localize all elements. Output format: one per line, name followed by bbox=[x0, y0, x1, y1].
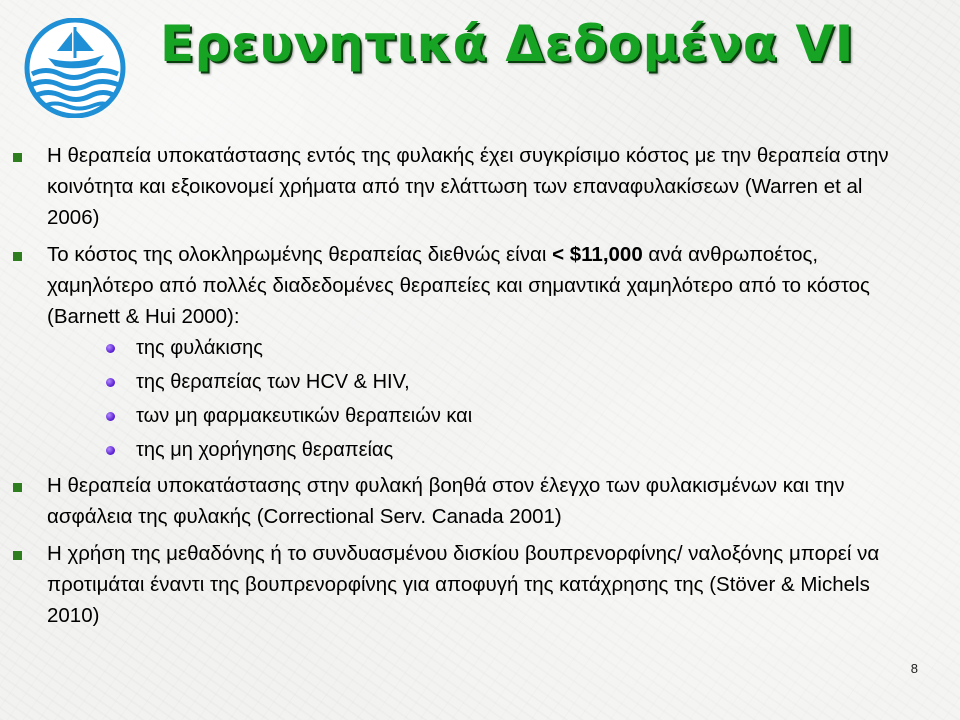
square-bullet-icon bbox=[13, 153, 22, 162]
square-bullet-icon bbox=[13, 551, 22, 560]
sub-bullet-item bbox=[47, 369, 917, 396]
circle-bullet-icon bbox=[106, 412, 115, 421]
slide-title: Ερευνητικά Δεδομένα VI bbox=[160, 15, 854, 73]
bullet-text: Η χρήση της μεθαδόνης ή το συνδυασμένου δισκίου βουπρενορφίνης/ ναλοξόνης μπορεί να προτιμάται έναντι της βουπρενορφίνης για αποφυγή της κατάχρησης της (Stöver & Michels 2010) bbox=[47, 542, 880, 627]
bullet-item-prison-security bbox=[0, 470, 917, 532]
sub-bullet-text: των μη φαρμακευτικών θεραπειών και bbox=[136, 405, 473, 427]
bullet-item-methadone-preference bbox=[0, 538, 917, 631]
sub-bullet-text: της φυλάκισης bbox=[136, 337, 263, 359]
sub-bullet-text: της μη χορήγησης θεραπείας bbox=[136, 439, 394, 461]
sub-bullet-item bbox=[47, 335, 917, 362]
sub-bullet-item bbox=[47, 437, 917, 464]
bullet-item-cost-comparison bbox=[0, 140, 917, 233]
page-number: 8 bbox=[910, 661, 918, 676]
bullet-text-before: Το κόστος της ολοκληρωμένης θεραπείας διεθνώς είναι bbox=[47, 243, 553, 266]
bullet-text: Η θεραπεία υποκατάστασης εντός της φυλακής έχει συγκρίσιμο κόστος με την θεραπεία στην κοινότητα και εξοικονομεί χρήματα από την ελάττωση των επαναφυλακίσεων (Warren et al 2006) bbox=[47, 144, 889, 229]
circle-bullet-icon bbox=[106, 446, 115, 455]
sub-bullet-text: της θεραπείας των HCV & HIV, bbox=[136, 371, 410, 393]
bullet-text-after: ανά ανθρωποέτος, χαμηλότερο από πολλές διαδεδομένες θεραπείες και σημαντικά χαμηλότερο από το κόστος (Barnett & Hui 2000): bbox=[47, 243, 870, 328]
circle-bullet-icon bbox=[106, 378, 115, 387]
boat-waves-logo-icon bbox=[22, 18, 128, 118]
sub-bullet-list bbox=[47, 335, 917, 464]
square-bullet-icon bbox=[13, 483, 22, 492]
sub-bullet-item bbox=[47, 403, 917, 430]
bullet-text: Η θεραπεία υποκατάστασης στην φυλακή βοηθά στον έλεγχο των φυλακισμένων και την ασφάλεια της φυλακής (Correctional Serv. Canada 2001) bbox=[47, 474, 845, 528]
bullet-item-treatment-cost bbox=[0, 239, 917, 464]
circle-bullet-icon bbox=[106, 344, 115, 353]
square-bullet-icon bbox=[13, 252, 22, 261]
bullet-list bbox=[0, 140, 960, 631]
bullet-text-bold-cost: < $11,000 bbox=[552, 243, 643, 266]
